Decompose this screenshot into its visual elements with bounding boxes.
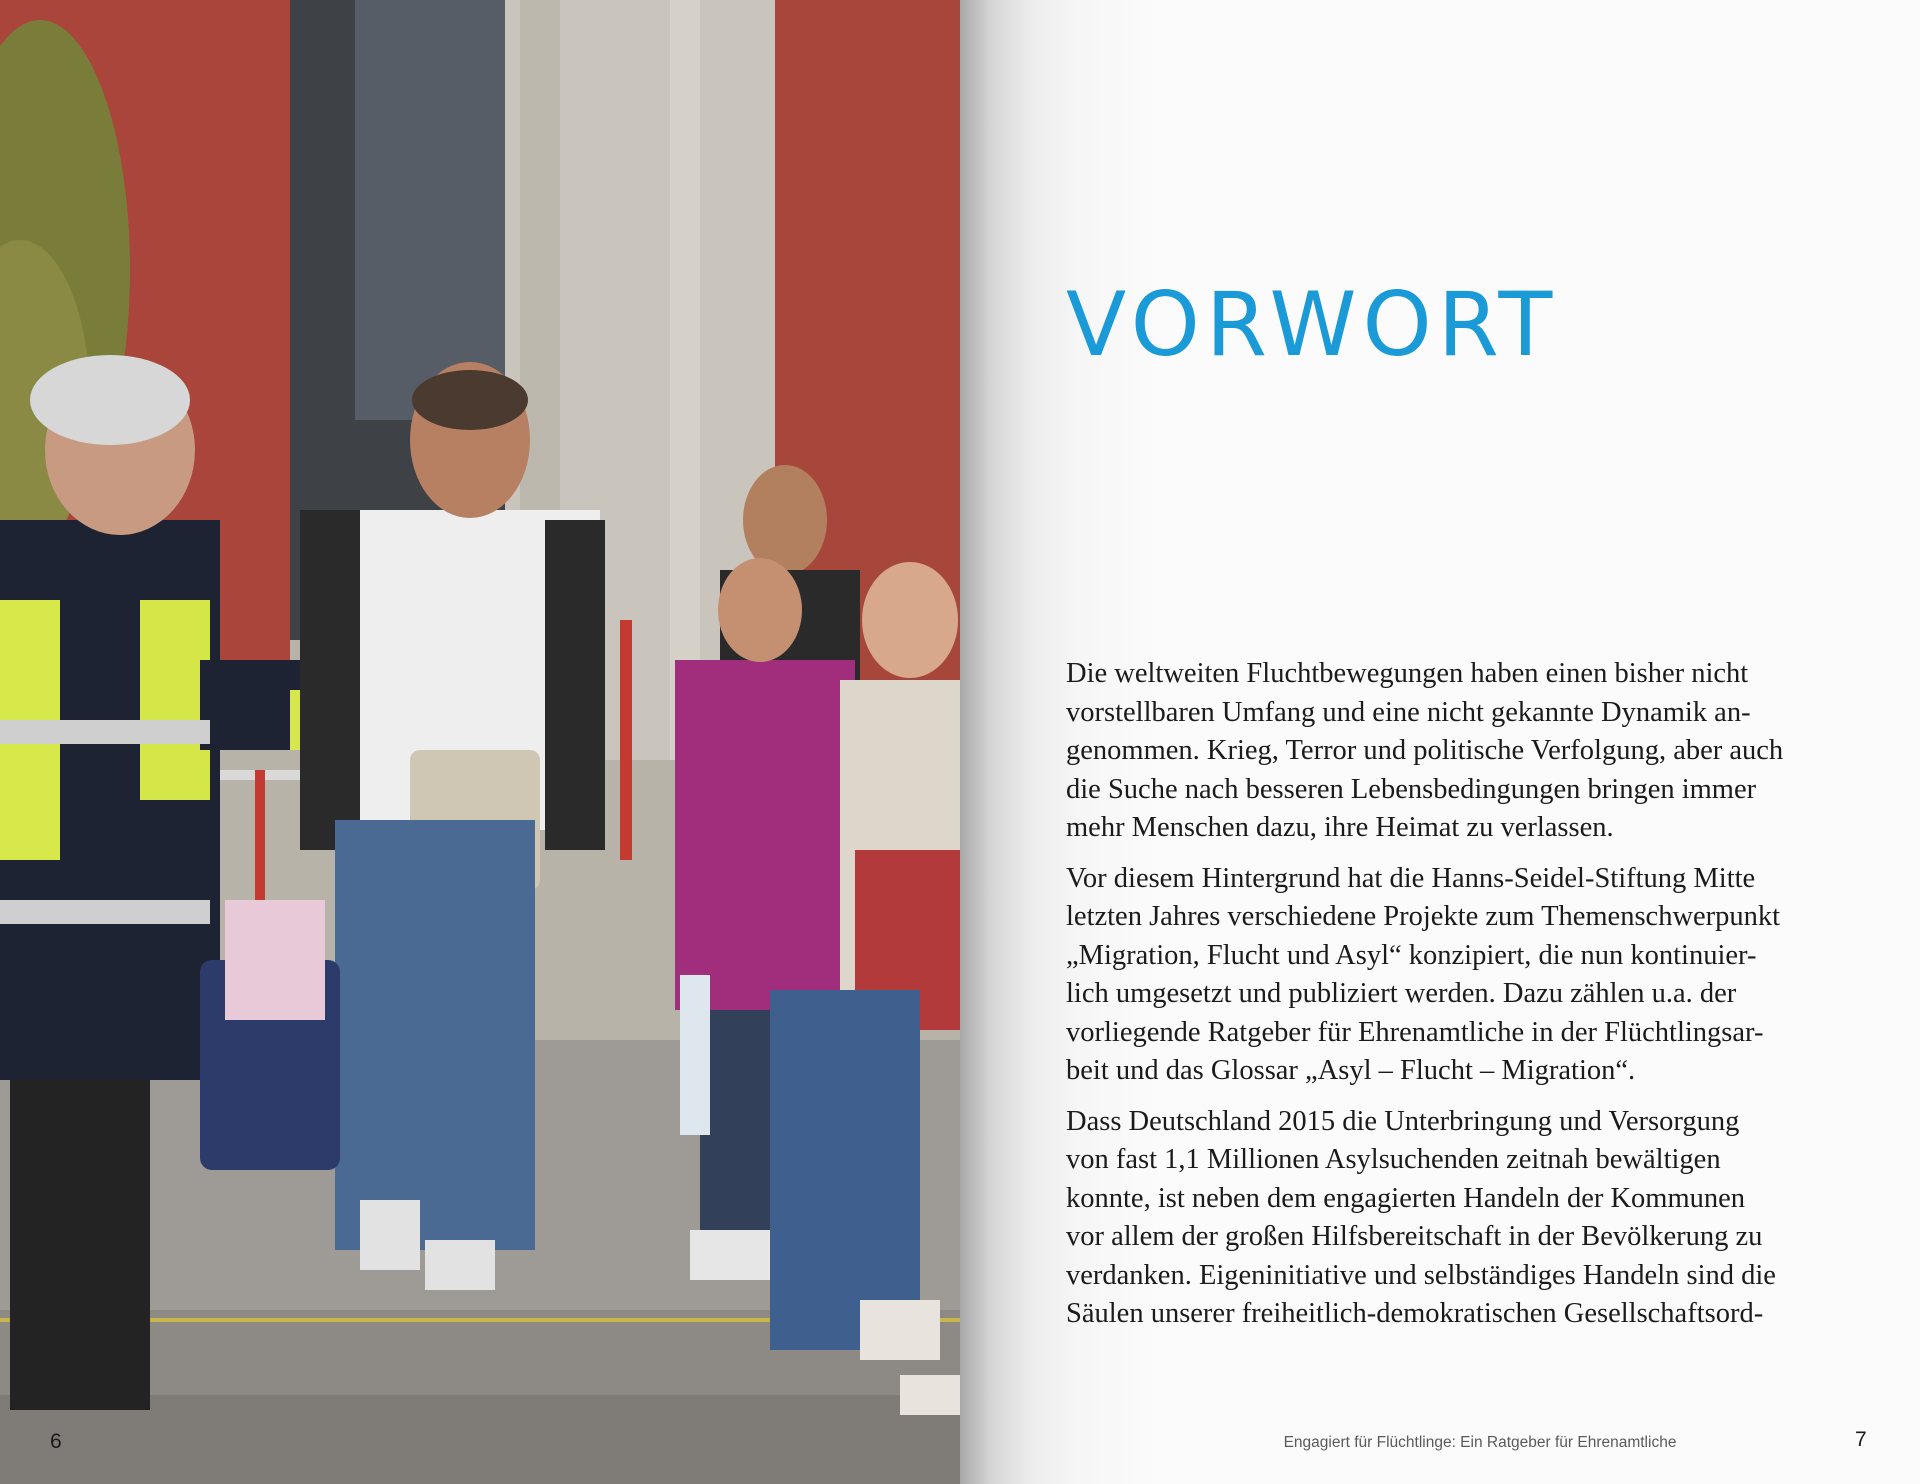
paragraph-1 [1066,655,1846,848]
paragraph-3 [1066,1103,1846,1334]
footer-publication-title: Engagiert für Flüchtlinge: Ein Ratgeber für Ehrenamtliche [1283,1434,1677,1451]
text-line: vor allem der großen Hilfsbereitschaft in der Bevölkerung zu [1066,1221,1763,1252]
text-line: verdanken. Eigeninitiative und selbständiges Handeln sind die [1066,1259,1776,1291]
text-line: beit und das Glossar „Asyl – Flucht – Migration“. [1066,1055,1636,1086]
text-line: Säulen unserer freiheitlich-demokratischen Gesellschaftsord- [1066,1298,1764,1329]
text-line: genommen. Krieg, Terror und politische Verfolgung, aber auch [1066,735,1784,766]
text-line: vorstellbaren Umfang und eine nicht gekannte Dynamik an- [1066,696,1751,728]
page-title: VORWORT [1066,273,1559,376]
text-line: Die weltweiten Fluchtbewegungen haben einen bisher nicht [1066,658,1749,689]
text-line: von fast 1,1 Millionen Asylsuchenden zeitnah bewältigen [1066,1144,1721,1175]
text-line: „Migration, Flucht und Asyl“ konzipiert, die nun kontinuier- [1066,939,1757,971]
paragraph-2 [1066,860,1846,1091]
text-line: vorliegende Ratgeber für Ehrenamtliche in der Flüchtlingsar- [1066,1016,1764,1048]
page-number-left: 6 [50,1430,62,1453]
right-page [960,0,1920,1484]
text-line: mehr Menschen dazu, ihre Heimat zu verlassen. [1066,812,1614,843]
text-line: lich umgesetzt und publiziert werden. Dazu zählen u.a. der [1066,978,1737,1009]
text-line: konnte, ist neben dem engagierten Handeln der Kommunen [1066,1182,1746,1214]
text-line: die Suche nach besseren Lebensbedingungen bringen immer [1066,773,1757,805]
text-line: Dass Deutschland 2015 die Unterbringung und Versorgung [1066,1105,1740,1137]
text-line: Vor diesem Hintergrund hat die Hanns-Seidel-Stiftung Mitte [1066,862,1756,894]
page-number-right: 7 [1855,1428,1867,1451]
text-line: letzten Jahres verschiedene Projekte zum Themenschwerpunkt [1066,901,1781,932]
body-text [1066,655,1846,1346]
